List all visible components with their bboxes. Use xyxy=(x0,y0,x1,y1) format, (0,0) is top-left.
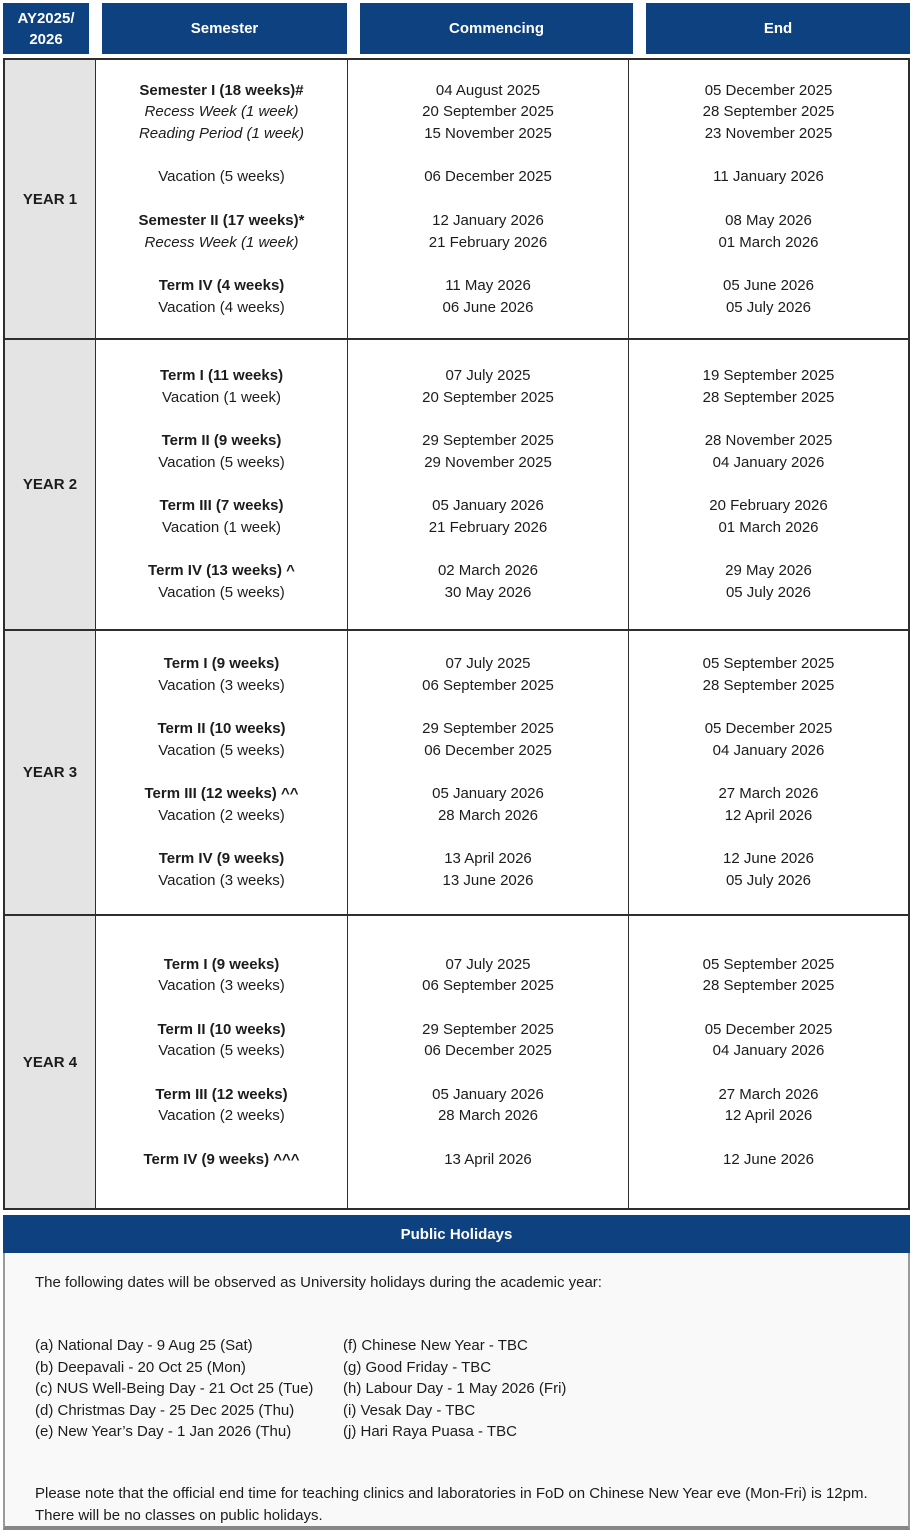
spacer-line xyxy=(766,762,770,784)
term-label: Recess Week (1 week) xyxy=(144,233,299,251)
end-date: 12 April 2026 xyxy=(724,807,813,825)
year-label: YEAR 1 xyxy=(5,60,95,338)
commencing-date: 20 September 2025 xyxy=(422,103,554,121)
commencing-date: 13 April 2026 xyxy=(444,850,532,868)
end-date: 05 July 2026 xyxy=(725,298,812,316)
term-label: Vacation (5 weeks) xyxy=(158,584,285,602)
holidays-note-line2: There will be no classes on public holidays. xyxy=(35,1507,323,1524)
commencing-date: 28 March 2026 xyxy=(437,807,539,825)
end-date: 04 January 2026 xyxy=(712,453,825,471)
end-date: 11 January 2026 xyxy=(713,168,824,186)
public-holidays-header: Public Holidays xyxy=(3,1215,910,1253)
end-date: 28 September 2025 xyxy=(702,676,835,694)
spacer-line xyxy=(486,409,490,431)
term-label: Term III (12 weeks) ^^ xyxy=(144,785,299,803)
end-date: 28 September 2025 xyxy=(702,977,835,995)
term-label: Term IV (4 weeks) xyxy=(158,276,285,294)
commencing-date: 29 September 2025 xyxy=(422,720,554,738)
holidays-column-left xyxy=(35,1335,343,1443)
holiday-item: (g) Good Friday - TBC xyxy=(343,1358,492,1376)
spacer-line xyxy=(766,827,770,849)
term-label: Term IV (13 weeks) ^ xyxy=(148,562,295,580)
term-label: Term IV (9 weeks) ^^^ xyxy=(143,1150,300,1168)
semester-column xyxy=(95,60,347,338)
commencing-column xyxy=(347,340,628,629)
end-date: 05 July 2026 xyxy=(725,872,812,890)
commencing-date: 06 December 2025 xyxy=(424,168,552,186)
end-date: 12 April 2026 xyxy=(724,1107,813,1125)
holiday-item: (f) Chinese New Year - TBC xyxy=(343,1337,528,1354)
holiday-item: (a) National Day - 9 Aug 25 (Sat) xyxy=(35,1337,253,1354)
spacer-line xyxy=(219,1062,223,1084)
calendar-header-row xyxy=(3,3,910,54)
term-label: Vacation (2 weeks) xyxy=(158,1107,285,1125)
commencing-date: 13 June 2026 xyxy=(442,872,534,890)
year-row-3 xyxy=(5,629,908,914)
spacer-line xyxy=(219,253,223,275)
spacer-line xyxy=(486,188,490,210)
end-date: 01 March 2026 xyxy=(718,233,819,251)
spacer-line xyxy=(766,409,770,431)
holidays-note xyxy=(35,1483,888,1528)
spacer-line xyxy=(486,762,490,784)
holiday-item: (i) Vesak Day - TBC xyxy=(343,1401,476,1419)
commencing-date: 05 January 2026 xyxy=(432,497,544,515)
end-date: 05 July 2026 xyxy=(725,584,812,602)
commencing-date: 29 November 2025 xyxy=(424,453,552,471)
end-date: 28 September 2025 xyxy=(702,388,835,406)
commencing-date: 20 September 2025 xyxy=(422,388,554,406)
semester-column xyxy=(95,631,347,914)
commencing-date: 06 September 2025 xyxy=(422,977,554,995)
spacer-line xyxy=(219,188,223,210)
holiday-item: (e) New Year’s Day - 1 Jan 2026 (Thu) xyxy=(35,1423,292,1440)
spacer-line xyxy=(766,1062,770,1084)
end-column xyxy=(628,340,908,629)
end-column xyxy=(628,631,908,914)
holidays-intro: The following dates will be observed as University holidays during the academic year: xyxy=(35,1274,602,1291)
commencing-date: 11 May 2026 xyxy=(445,276,531,294)
holiday-item: (j) Hari Raya Puasa - TBC xyxy=(343,1423,517,1440)
academic-year-line2: 2026 xyxy=(29,30,63,48)
commencing-date: 29 September 2025 xyxy=(422,1020,554,1038)
term-label: Vacation (5 weeks) xyxy=(158,1042,285,1060)
term-label: Vacation (5 weeks) xyxy=(158,453,285,471)
term-label: Semester I (18 weeks)# xyxy=(139,81,304,99)
year-row-2 xyxy=(5,338,908,629)
end-date: 05 December 2025 xyxy=(704,81,833,99)
header-academic-year xyxy=(3,3,89,54)
year-label: YEAR 3 xyxy=(5,631,95,914)
commencing-date: 07 July 2025 xyxy=(445,367,531,385)
term-label: Reading Period (1 week) xyxy=(138,125,305,143)
spacer-line xyxy=(486,1127,490,1149)
term-label: Term I (9 weeks) xyxy=(163,955,280,973)
holiday-item: (d) Christmas Day - 25 Dec 2025 (Thu) xyxy=(35,1401,295,1419)
end-date: 27 March 2026 xyxy=(718,1085,819,1103)
commencing-date: 15 November 2025 xyxy=(424,125,552,143)
end-date: 05 September 2025 xyxy=(702,955,835,973)
term-label: Vacation (5 weeks) xyxy=(158,168,285,186)
spacer-line xyxy=(486,539,490,561)
commencing-column xyxy=(347,916,628,1208)
term-label: Vacation (3 weeks) xyxy=(158,872,285,890)
holidays-column-right xyxy=(343,1335,566,1443)
spacer-line xyxy=(219,539,223,561)
spacer-line xyxy=(486,1062,490,1084)
commencing-column xyxy=(347,60,628,338)
term-label: Vacation (3 weeks) xyxy=(158,977,285,995)
header-semester: Semester xyxy=(102,3,347,54)
end-date: 28 September 2025 xyxy=(702,103,835,121)
end-date: 05 December 2025 xyxy=(704,720,833,738)
commencing-date: 07 July 2025 xyxy=(445,655,531,673)
year-label: YEAR 2 xyxy=(5,340,95,629)
holidays-note-line1: Please note that the official end time for teaching clinics and laboratories in FoD on Chinese New Year eve (Mon-Fri) is 12pm. xyxy=(35,1484,868,1502)
term-label: Term II (10 weeks) xyxy=(157,720,286,738)
public-holidays-section xyxy=(3,1253,910,1530)
spacer-line xyxy=(486,474,490,496)
commencing-date: 21 February 2026 xyxy=(428,233,548,251)
term-label: Term III (7 weeks) xyxy=(159,497,284,515)
term-label: Semester II (17 weeks)* xyxy=(138,211,305,229)
year-row-1 xyxy=(5,60,908,338)
spacer-line xyxy=(486,697,490,719)
spacer-line xyxy=(766,539,770,561)
spacer-line xyxy=(219,697,223,719)
semester-column xyxy=(95,916,347,1208)
term-label: Recess Week (1 week) xyxy=(144,103,299,121)
end-column xyxy=(628,60,908,338)
holidays-list xyxy=(35,1335,888,1443)
spacer-line xyxy=(219,409,223,431)
commencing-date: 06 September 2025 xyxy=(422,676,554,694)
academic-year-line1: AY2025/ xyxy=(17,9,75,27)
header-end: End xyxy=(646,3,910,54)
commencing-date: 13 April 2026 xyxy=(444,1150,532,1168)
commencing-date: 05 January 2026 xyxy=(432,785,544,803)
term-label: Term II (10 weeks) xyxy=(157,1020,286,1038)
spacer-line xyxy=(219,474,223,496)
spacer-line xyxy=(486,253,490,275)
commencing-date: 04 August 2025 xyxy=(435,81,541,99)
semester-column xyxy=(95,340,347,629)
spacer-line xyxy=(766,474,770,496)
term-label: Vacation (4 weeks) xyxy=(158,298,285,316)
holiday-item: (c) NUS Well-Being Day - 21 Oct 25 (Tue) xyxy=(35,1380,314,1397)
end-date: 04 January 2026 xyxy=(712,741,825,759)
header-commencing: Commencing xyxy=(360,3,633,54)
term-label: Vacation (1 week) xyxy=(162,519,281,537)
holiday-item: (h) Labour Day - 1 May 2026 (Fri) xyxy=(343,1380,567,1397)
spacer-line xyxy=(766,697,770,719)
year-label: YEAR 4 xyxy=(5,916,95,1208)
commencing-date: 06 December 2025 xyxy=(424,741,552,759)
end-date: 20 February 2026 xyxy=(709,497,828,515)
term-label: Term I (9 weeks) xyxy=(163,655,280,673)
term-label: Vacation (5 weeks) xyxy=(158,741,285,759)
end-date: 27 March 2026 xyxy=(718,785,819,803)
holiday-item: (b) Deepavali - 20 Oct 25 (Mon) xyxy=(35,1358,246,1376)
end-date: 29 May 2026 xyxy=(725,562,812,580)
commencing-date: 28 March 2026 xyxy=(437,1107,539,1125)
spacer-line xyxy=(486,827,490,849)
spacer-line xyxy=(766,253,770,275)
spacer-line xyxy=(219,145,223,167)
commencing-column xyxy=(347,631,628,914)
end-date: 12 June 2026 xyxy=(723,1150,814,1168)
spacer-line xyxy=(766,1127,770,1149)
spacer-line xyxy=(486,997,490,1019)
term-label: Vacation (1 week) xyxy=(162,388,281,406)
term-label: Term II (9 weeks) xyxy=(161,432,282,450)
term-label: Term III (12 weeks) xyxy=(155,1085,288,1103)
commencing-date: 02 March 2026 xyxy=(437,562,539,580)
end-date: 12 June 2026 xyxy=(723,850,814,868)
commencing-date: 06 December 2025 xyxy=(424,1042,552,1060)
year-row-4 xyxy=(5,914,908,1208)
end-date: 05 June 2026 xyxy=(723,276,814,294)
end-date: 05 December 2025 xyxy=(704,1020,833,1038)
commencing-date: 29 September 2025 xyxy=(422,432,554,450)
term-label: Vacation (3 weeks) xyxy=(158,676,285,694)
spacer-line xyxy=(219,997,223,1019)
spacer-line xyxy=(766,188,770,210)
spacer-line xyxy=(486,145,490,167)
spacer-line xyxy=(766,997,770,1019)
term-label: Term IV (9 weeks) xyxy=(158,850,285,868)
commencing-date: 21 February 2026 xyxy=(428,519,548,537)
end-date: 04 January 2026 xyxy=(712,1042,825,1060)
commencing-date: 05 January 2026 xyxy=(432,1085,544,1103)
term-label: Vacation (2 weeks) xyxy=(158,807,285,825)
spacer-line xyxy=(219,827,223,849)
calendar-table xyxy=(3,58,910,1210)
end-date: 08 May 2026 xyxy=(725,211,812,229)
term-label: Term I (11 weeks) xyxy=(159,367,284,385)
end-date: 28 November 2025 xyxy=(704,432,833,450)
commencing-date: 07 July 2025 xyxy=(445,955,531,973)
end-date: 19 September 2025 xyxy=(702,367,835,385)
end-date: 05 September 2025 xyxy=(702,655,835,673)
end-column xyxy=(628,916,908,1208)
spacer-line xyxy=(219,762,223,784)
spacer-line xyxy=(219,1127,223,1149)
end-date: 23 November 2025 xyxy=(704,125,833,143)
commencing-date: 12 January 2026 xyxy=(432,211,544,229)
end-date: 01 March 2026 xyxy=(718,519,819,537)
commencing-date: 06 June 2026 xyxy=(442,298,534,316)
commencing-date: 30 May 2026 xyxy=(444,584,532,602)
spacer-line xyxy=(766,145,770,167)
